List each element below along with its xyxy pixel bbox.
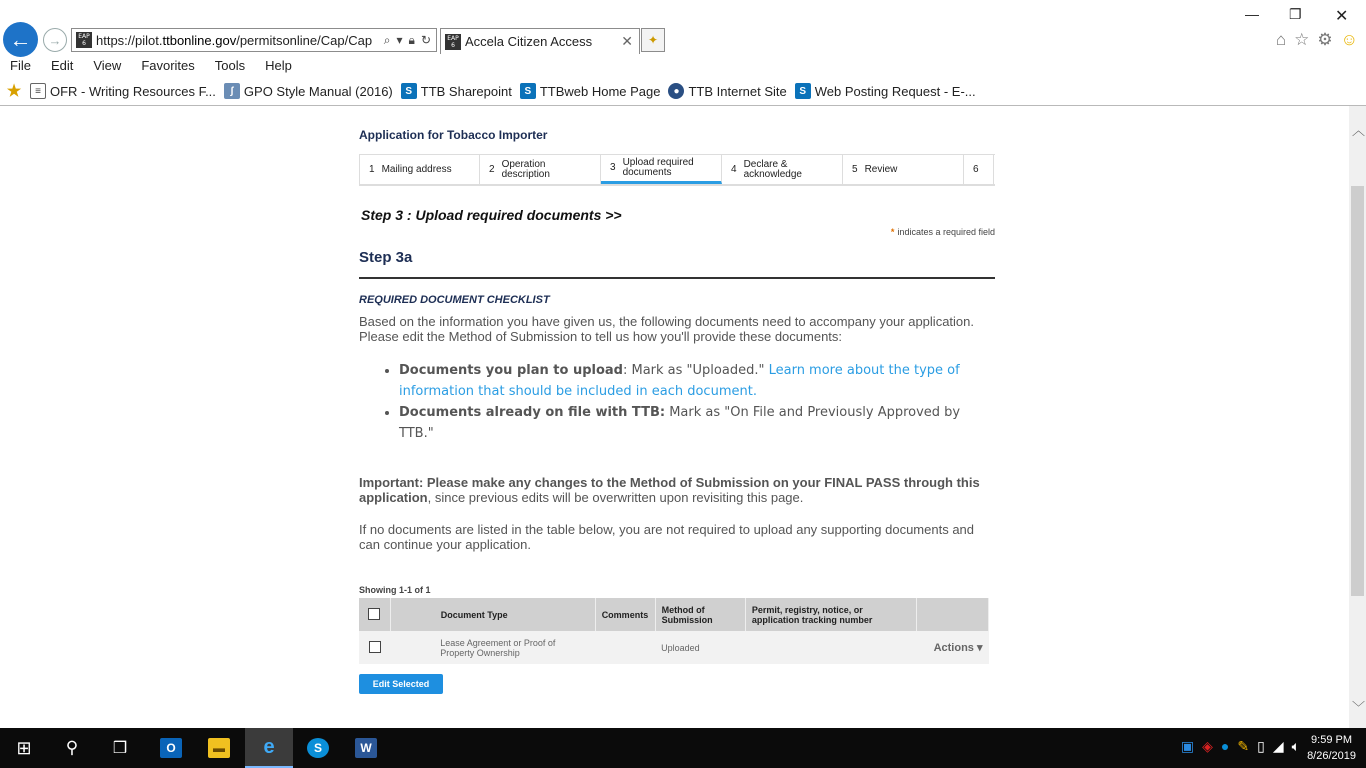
address-bar[interactable] <box>71 28 437 52</box>
menu-file[interactable]: File <box>10 58 31 73</box>
task-view-button[interactable] <box>96 728 144 768</box>
step-heading: Step 3 : Upload required documents >> <box>361 207 622 223</box>
tab-close-icon[interactable]: ✕ <box>621 33 633 49</box>
fav-label: TTB Internet Site <box>688 83 787 99</box>
step-number: 5 <box>852 163 858 175</box>
bullet-bold: Documents already on file with TTB: <box>399 405 666 420</box>
menu-tools[interactable]: Tools <box>214 58 246 73</box>
col-tracking[interactable]: Permit, registry, notice, or application tracking number <box>745 598 916 631</box>
col-document-type[interactable]: Document Type <box>390 598 595 631</box>
url-prefix: https://pilot. <box>96 32 163 48</box>
outlook-icon: O <box>160 738 182 758</box>
security-tray-icon[interactable]: ✎ <box>1237 738 1250 754</box>
browser-tab[interactable] <box>440 28 640 54</box>
folder-icon: ▬ <box>208 738 230 758</box>
required-field-note <box>891 227 995 237</box>
clock-date: 8/26/2019 <box>1307 750 1356 762</box>
fav-web-posting[interactable] <box>795 83 976 99</box>
word-icon: W <box>355 738 377 758</box>
checklist-title: REQUIRED DOCUMENT CHECKLIST <box>359 294 550 306</box>
eap-badge-icon: EAP 6 <box>76 32 92 48</box>
minimize-icon[interactable]: — <box>1245 6 1259 22</box>
edit-selected-button[interactable]: Edit Selected <box>359 674 443 694</box>
important-note <box>359 475 989 505</box>
section-divider <box>359 277 995 279</box>
list-item <box>399 360 983 402</box>
lock-icon[interactable]: 🔒︎ <box>408 32 415 47</box>
windows-taskbar <box>0 728 1366 768</box>
cell-document-type: Lease Agreement or Proof of Property Ownership <box>390 631 595 664</box>
start-button[interactable] <box>0 728 48 768</box>
system-tray <box>1181 738 1300 755</box>
search-button[interactable] <box>48 728 96 768</box>
fav-gpo[interactable] <box>224 83 393 99</box>
arrow-left-icon: ← <box>9 26 32 52</box>
application-title: Application for Tobacco Importer <box>359 128 548 142</box>
sharepoint-icon: S <box>401 83 417 99</box>
favorites-star-icon[interactable]: ☆ <box>1294 30 1310 49</box>
document-icon: ≡ <box>30 83 46 99</box>
menu-view[interactable]: View <box>93 58 122 73</box>
step-number: 4 <box>731 163 737 175</box>
scroll-up-icon[interactable]: ︿ <box>1352 123 1366 138</box>
step-label: Mailing address <box>381 163 452 175</box>
checklist-intro: Based on the information you have given us, the following documents need to accompany your application. Please edit the Method of Submission to tell us how you'll provide these documents: <box>359 314 974 344</box>
actions-label: Actions <box>933 641 974 654</box>
gpo-icon: ʃ <box>224 83 240 99</box>
fav-label: GPO Style Manual (2016) <box>243 83 393 99</box>
fav-label: Web Posting Request - E-... <box>814 83 976 99</box>
url-domain: ttbonline.gov <box>162 32 237 48</box>
new-tab-icon: ✦ <box>647 33 659 47</box>
no-documents-note: If no documents are listed in the table below, you are not required to upload any supporting documents and can continue your application. <box>359 522 975 552</box>
row-select-cell <box>359 631 390 664</box>
clock-time: 9:59 PM <box>1311 734 1353 746</box>
important-bold: Important: Please make any changes to the Method of Submission on your FINAL PASS through this application <box>359 475 980 505</box>
dropdown-icon[interactable]: ▾ <box>396 32 403 47</box>
network-icon[interactable]: ◢ <box>1272 738 1284 754</box>
url-path: /permitsonline/Cap/Cap <box>236 32 373 48</box>
step-number: 1 <box>369 163 375 175</box>
step-6[interactable] <box>964 155 994 184</box>
tab-title: Accela Citizen Access <box>465 34 593 49</box>
caret-down-icon: ▾ <box>973 641 983 654</box>
step-5[interactable] <box>843 155 964 184</box>
step-2[interactable] <box>480 155 601 184</box>
cell-tracking <box>745 631 916 664</box>
ie-taskbar[interactable] <box>245 728 293 768</box>
col-method[interactable]: Method of Submission <box>655 598 745 631</box>
skype-tray-icon[interactable]: ● <box>1220 738 1230 754</box>
required-note-text: indicates a required field <box>897 227 995 237</box>
tab-favicon-icon: EAP 6 <box>445 34 461 50</box>
fav-ofr[interactable] <box>30 83 216 99</box>
home-icon[interactable]: ⌂ <box>1275 30 1287 49</box>
bullet-bold: Documents you plan to upload <box>399 363 623 378</box>
ttb-seal-icon: ● <box>668 83 684 99</box>
bullet-text: Mark as "On File and Previously Approved by TTB." <box>399 405 961 441</box>
skype-icon: S <box>307 738 329 758</box>
add-favorite-button[interactable] <box>6 83 26 99</box>
menu-bar <box>0 57 302 77</box>
forward-button[interactable] <box>43 28 67 52</box>
section-title: Step 3a <box>359 249 413 266</box>
bullet-text: : Mark as "Uploaded." <box>622 363 769 378</box>
back-button[interactable] <box>3 22 38 57</box>
arrow-right-icon: → <box>48 32 62 48</box>
feedback-smiley-icon[interactable]: ☺ <box>1340 30 1358 49</box>
col-comments[interactable]: Comments <box>595 598 655 631</box>
outlook-taskbar[interactable] <box>147 728 195 768</box>
new-tab-button[interactable] <box>641 28 665 52</box>
menu-edit[interactable]: Edit <box>50 58 74 73</box>
page-scrollbar[interactable] <box>1349 106 1366 728</box>
step-progress-bar <box>359 154 995 186</box>
fav-ttb-sharepoint[interactable] <box>401 83 512 99</box>
documents-table <box>359 598 989 664</box>
select-all-checkbox[interactable] <box>368 608 380 620</box>
word-taskbar[interactable] <box>342 728 390 768</box>
sharepoint-icon: S <box>520 83 536 99</box>
step-label: Operation description <box>501 158 550 180</box>
col-actions <box>917 598 989 631</box>
explorer-taskbar[interactable] <box>195 728 243 768</box>
restore-icon[interactable]: ❐ <box>1289 6 1302 22</box>
menu-help[interactable]: Help <box>265 58 292 73</box>
task-view-icon: ❒ <box>112 740 128 757</box>
step-3[interactable] <box>601 155 722 184</box>
fav-ttb-internet[interactable] <box>668 83 786 99</box>
step-number: 2 <box>489 163 495 175</box>
instruction-list <box>383 360 983 444</box>
skype-taskbar[interactable] <box>294 728 342 768</box>
outlook-tray-icon[interactable]: ▣ <box>1180 738 1195 754</box>
cell-comments <box>595 631 655 664</box>
usb-icon[interactable]: ▯ <box>1257 738 1265 754</box>
address-url[interactable] <box>96 33 379 48</box>
important-text: , since previous edits will be overwritten upon revisiting this page. <box>427 490 804 505</box>
search-icon[interactable]: ⌕ <box>383 32 391 47</box>
learn-more-link[interactable]: Learn more about the type of information that should be included in each document. <box>399 363 960 399</box>
step-label: Declare & acknowledge <box>743 158 802 180</box>
required-star: * <box>890 227 895 237</box>
volume-icon[interactable]: 🔈︎ <box>1291 738 1300 754</box>
windows-logo-icon: ⊞ <box>16 737 32 758</box>
result-count: Showing 1-1 of 1 <box>359 585 431 595</box>
table-header-row <box>359 598 989 631</box>
sharepoint-icon: S <box>795 83 811 99</box>
fav-label: TTB Sharepoint <box>420 83 512 99</box>
browser-chrome <box>0 0 1366 106</box>
step-label: Upload required documents <box>622 157 694 178</box>
step-1[interactable] <box>359 155 480 184</box>
menu-favorites[interactable]: Favorites <box>141 58 195 73</box>
fav-label: OFR - Writing Resources F... <box>50 83 216 99</box>
list-item <box>399 402 983 444</box>
favorites-bar <box>0 80 984 102</box>
favorites-add-icon: ★ <box>6 83 22 100</box>
step-number: 6 <box>973 163 979 175</box>
internet-explorer-icon: e <box>263 735 275 758</box>
actions-menu[interactable] <box>917 631 989 664</box>
refresh-icon[interactable]: ↻ <box>420 32 431 47</box>
system-clock[interactable] <box>1307 732 1356 764</box>
fav-ttbweb[interactable] <box>520 83 661 99</box>
cell-method: Uploaded <box>655 631 745 664</box>
row-checkbox[interactable] <box>369 641 381 653</box>
table-row <box>359 631 989 664</box>
step-4[interactable] <box>722 155 843 184</box>
gear-icon[interactable]: ⚙ <box>1317 30 1333 49</box>
step-number: 3 <box>610 162 616 173</box>
step-label: Review <box>864 163 898 175</box>
scroll-down-icon[interactable]: ﹀ <box>1352 700 1366 715</box>
search-icon: ⚲ <box>65 738 79 757</box>
close-window-icon[interactable]: ✕ <box>1335 8 1349 25</box>
select-all-header <box>359 598 390 631</box>
fav-label: TTBweb Home Page <box>539 83 661 99</box>
mcafee-icon[interactable]: ◈ <box>1202 738 1213 754</box>
scroll-thumb[interactable] <box>1351 186 1364 596</box>
